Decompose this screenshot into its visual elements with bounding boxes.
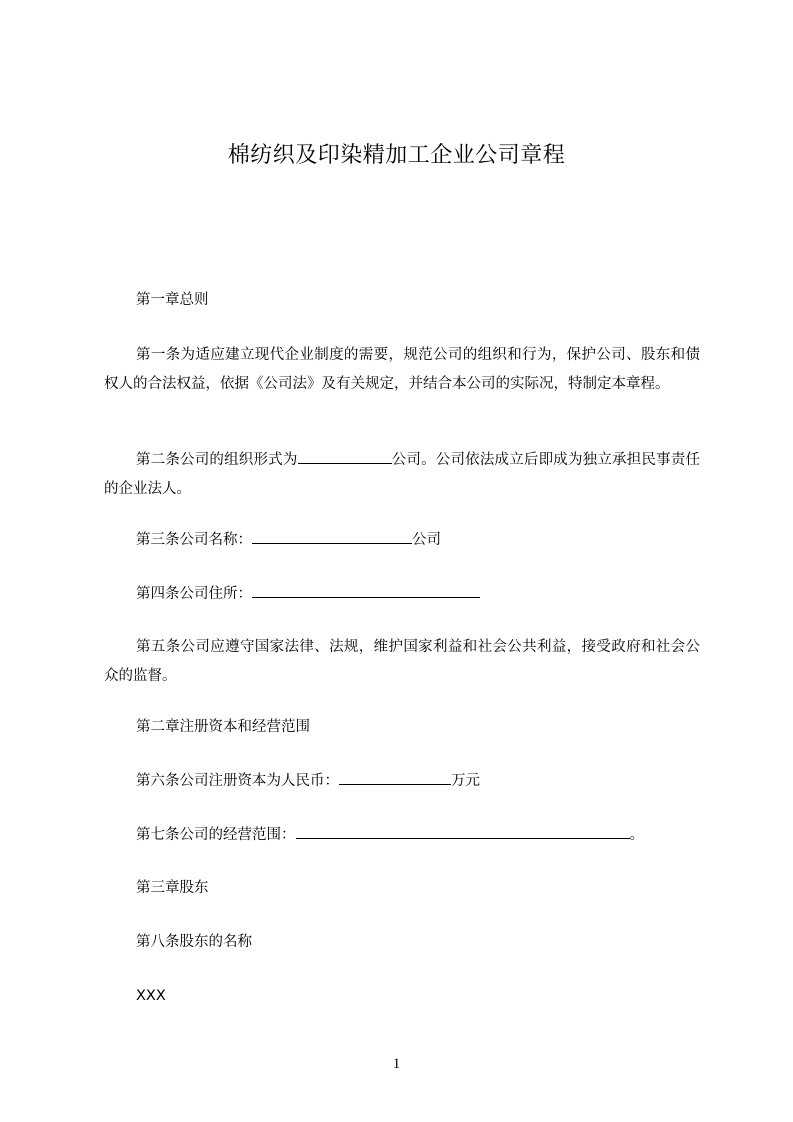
org-form-blank [298,448,392,464]
article-7-text-before: 第七条公司的经营范围： [136,827,296,843]
company-address-blank [252,582,480,598]
registered-capital-blank [339,769,451,785]
company-name-blank [252,528,412,544]
article-6-text-before: 第六条公司注册资本为人民币： [136,773,339,789]
article-2 [104,446,700,504]
chapter-2-heading: 第二章注册资本和经营范围 [136,719,310,735]
article-7 [104,821,700,850]
article-2-text-before: 第二条公司的组织形式为 [136,452,298,468]
article-4-text: 第四条公司住所： [136,586,252,602]
article-3-text-before: 第三条公司名称： [136,532,252,548]
article-8: 第八条股东的名称 [136,934,252,950]
business-scope-blank [296,823,630,839]
article-7-text-after: 。 [629,827,644,843]
article-3-text-after: 公司 [412,532,441,548]
chapter-1-heading: 第一章总则 [136,292,209,308]
article-3 [104,526,700,555]
article-1: 第一条为适应建立现代企业制度的需要，规范公司的组织和行为，保护公司、股东和债权人的合法权益，依据《公司法》及有关规定，并结合本公司的实际况，特制定本章程。 [104,347,700,392]
article-6 [104,767,700,796]
article-4 [104,580,700,609]
document-title: 棉纺织及印染精加工企业公司章程 [227,143,566,168]
shareholder-name: XXX [136,988,166,1004]
article-2-text-after: 公司。公司依法成立后即成为独立承担民事责任的企业法人。 [104,452,700,497]
chapter-3-heading: 第三章股东 [136,880,209,896]
article-5: 第五条公司应遵守国家法律、法规，维护国家利益和社会公共利益，接受政府和社会公众的监督。 [104,639,700,684]
article-6-text-after: 万元 [451,773,480,789]
page-number: 1 [392,1056,401,1072]
